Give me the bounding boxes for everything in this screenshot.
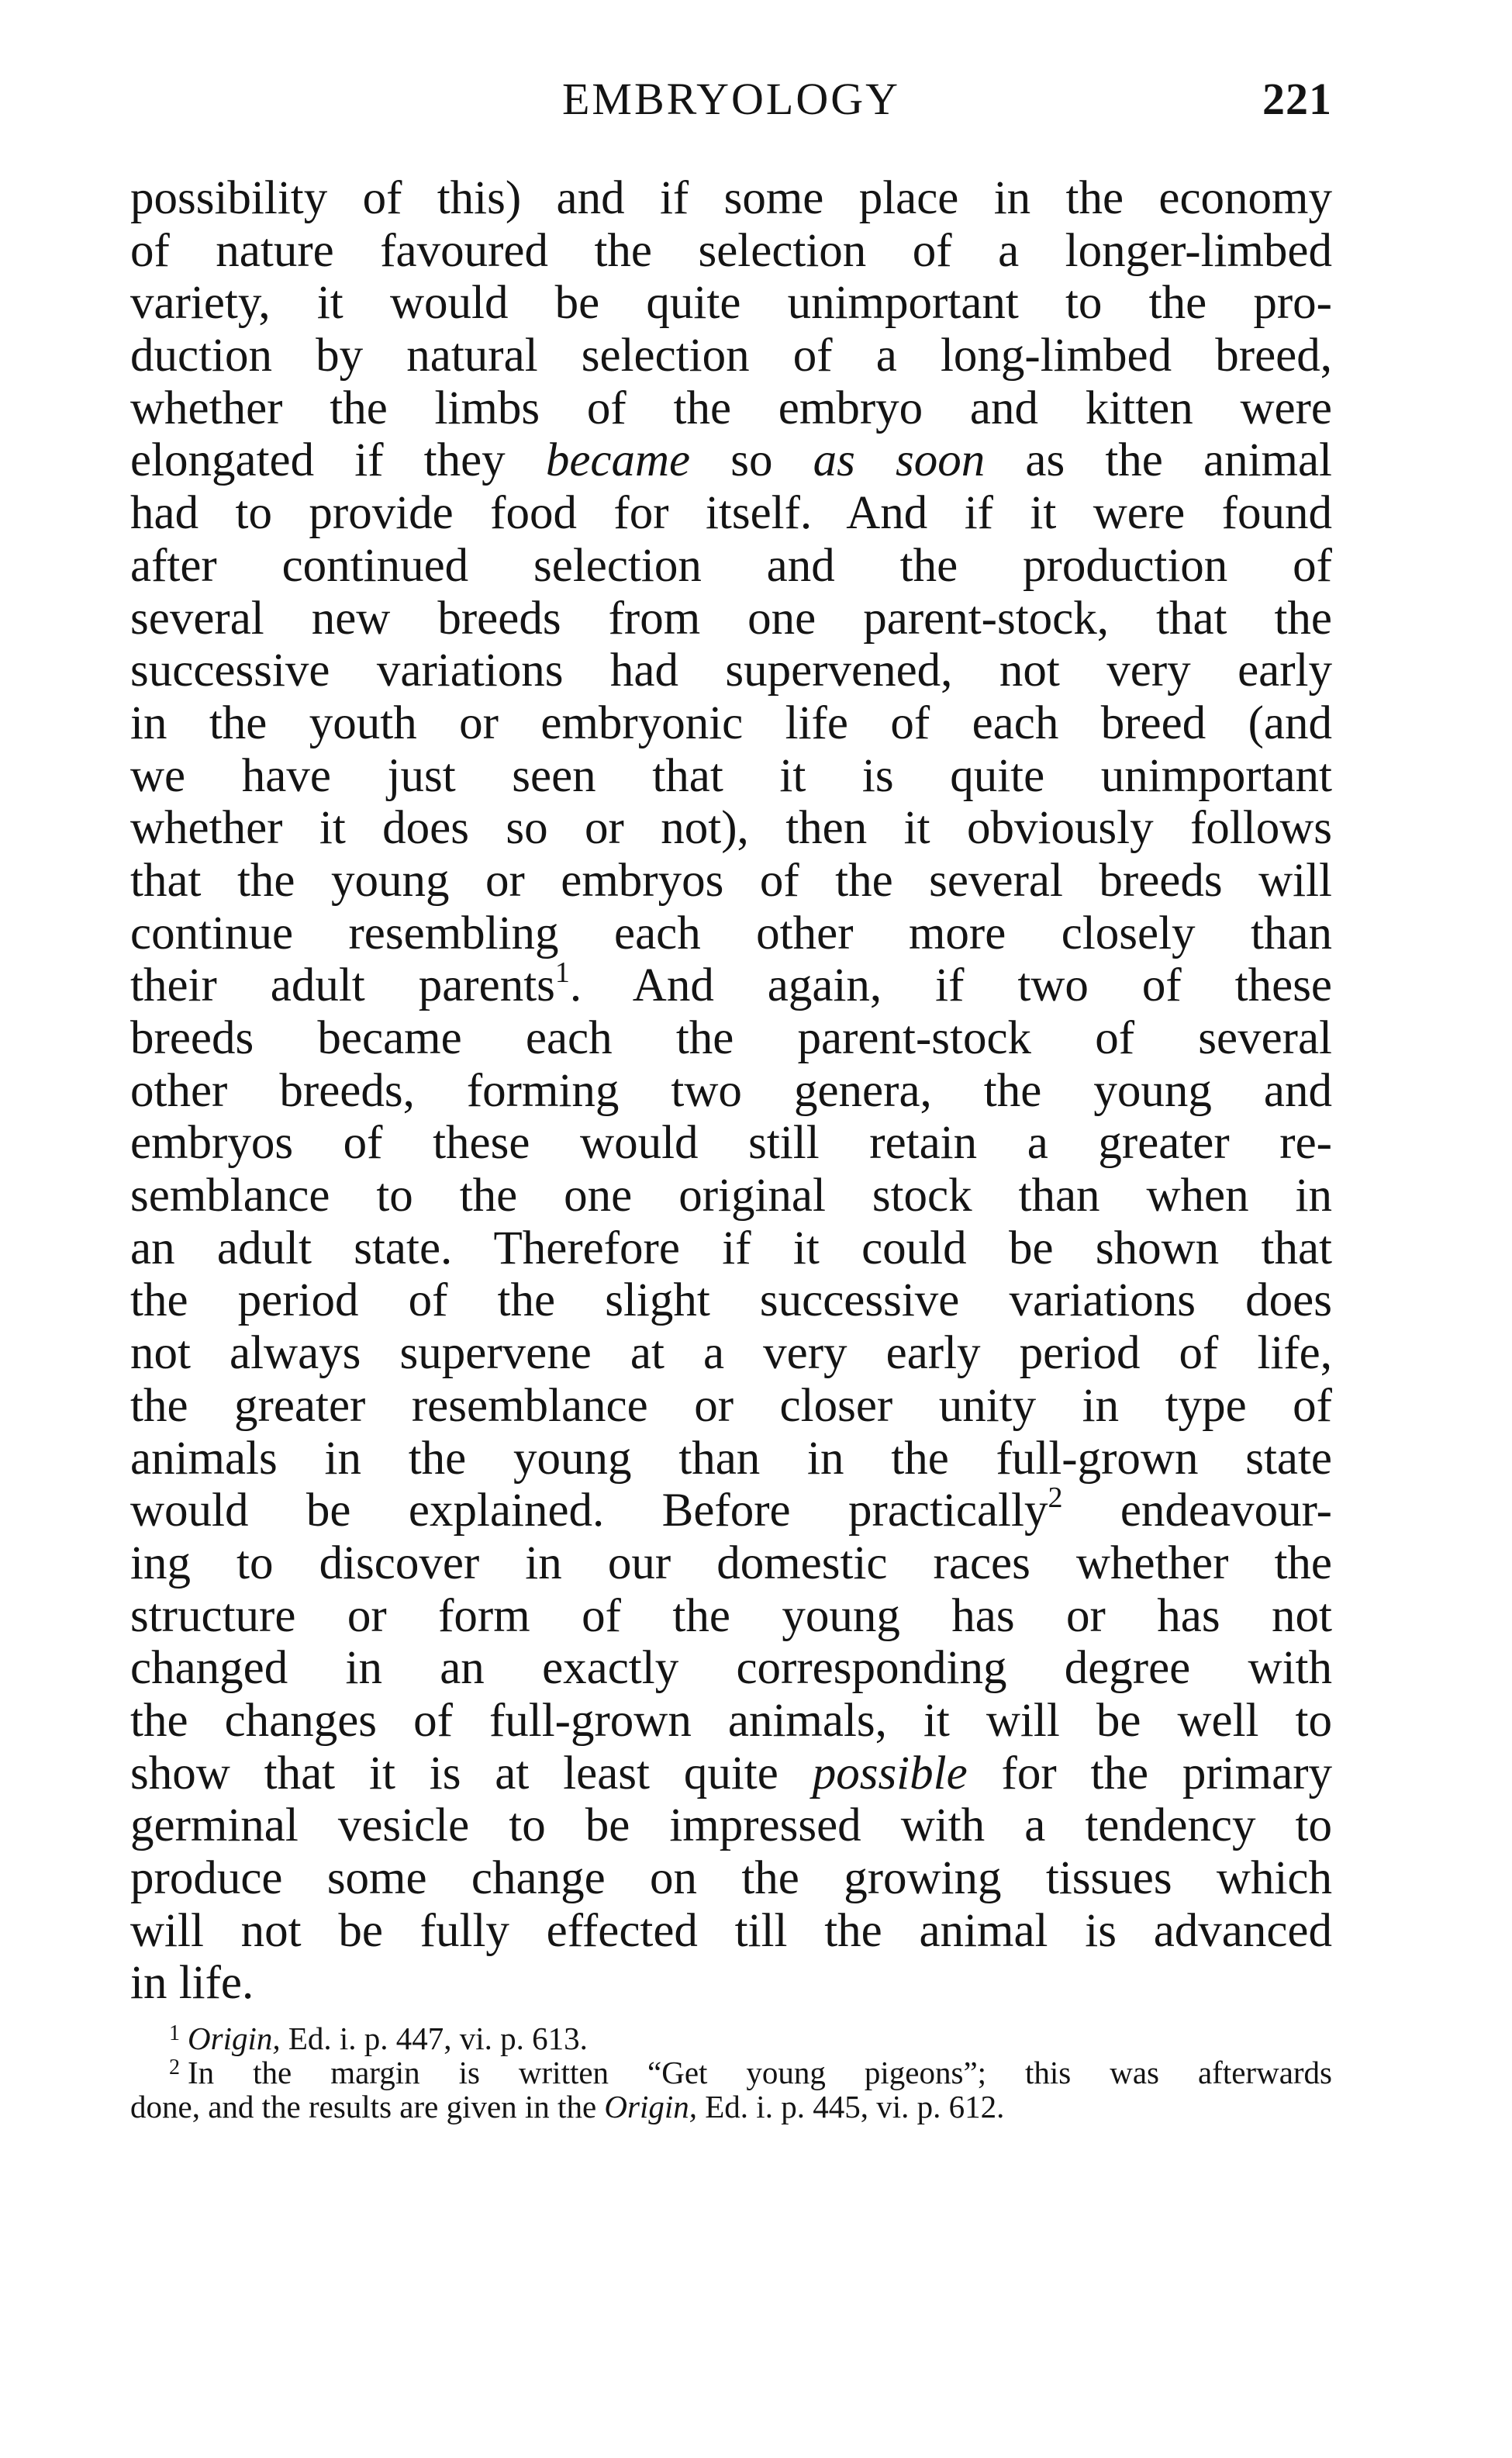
text-line: ing to discover in our domestic races whether the — [130, 1537, 1332, 1589]
footnotes — [130, 2021, 1332, 2124]
text-run: so — [730, 434, 773, 487]
text-line: animals in the young than in the full-grown state — [130, 1432, 1332, 1485]
text-line: an adult state. Therefore if it could be shown that — [130, 1222, 1332, 1274]
text-line: changed in an exactly corresponding degree with — [130, 1642, 1332, 1695]
text-line — [130, 1748, 1332, 1800]
running-title: EMBRYOLOGY — [561, 74, 901, 124]
text-line: successive variations had supervened, not very early — [130, 645, 1332, 697]
text-line: after continued selection and the production of — [130, 539, 1332, 592]
text-line — [130, 956, 1333, 1012]
text-line: continue resembling each other more closely than — [130, 907, 1332, 959]
footnote-1 — [130, 2021, 1332, 2055]
footnote-marker: 1 — [169, 2021, 180, 2045]
italic-emphasis: became — [545, 434, 691, 487]
text-line: embryos of these would still retain a greater re- — [130, 1117, 1332, 1170]
text-line: semblance to the one original stock than when in — [130, 1170, 1332, 1222]
text-run: as the animal — [1025, 434, 1333, 487]
text-line: the period of the slight successive variations does — [130, 1274, 1332, 1327]
text-run: . And again, if two of these — [569, 959, 1333, 1012]
footnote-marker: 2 — [169, 2055, 180, 2079]
text-line: possibility of this) and if some place in the economy — [130, 172, 1332, 224]
text-line: breeds became each the parent-stock of several — [130, 1012, 1332, 1064]
footnote-text: In the margin is written “Get young pigeons”; this was afterwards — [188, 2055, 1332, 2090]
body-paragraph — [130, 172, 1332, 2010]
italic-emphasis: as soon — [813, 434, 986, 487]
footnote-text: Ed. i. p. 447, vi. p. 613. — [280, 2021, 588, 2056]
text-line: of nature favoured the selection of a longer-limbed — [130, 224, 1332, 277]
text-run: for the primary — [1001, 1747, 1333, 1799]
text-run: elongated if they — [130, 434, 506, 487]
text-line: duction by natural selection of a long-limbed breed, — [130, 330, 1332, 382]
footnote-reference: 1 — [554, 956, 570, 990]
text-line: the changes of full-grown animals, it will be well to — [130, 1694, 1332, 1747]
text-line: we have just seen that it is quite unimportant — [130, 749, 1332, 802]
footnote-reference: 2 — [1048, 1481, 1063, 1515]
text-line: had to provide food for itself. And if it were found — [130, 487, 1332, 540]
footnote-2-continuation — [130, 2090, 1332, 2124]
text-line: in life. — [130, 1957, 254, 2010]
text-line: whether it does so or not), then it obviously follows — [130, 802, 1332, 855]
text-run: endeavour- — [1062, 1485, 1332, 1537]
text-line: in the youth or embryonic life of each breed (and — [130, 697, 1332, 749]
italic-emphasis: possible — [812, 1747, 968, 1799]
text-line: other breeds, forming two genera, the young and — [130, 1064, 1332, 1117]
text-line — [130, 1481, 1332, 1537]
text-line: variety, it would be quite unimportant to the pro- — [130, 277, 1332, 330]
text-run: their adult parents — [130, 959, 555, 1012]
text-line: structure or form of the young has or has not — [130, 1589, 1332, 1642]
page-number: 221 — [1262, 74, 1332, 124]
running-head — [130, 68, 1332, 130]
text-line: germinal vesicle to be impressed with a tendency to — [130, 1799, 1332, 1852]
footnote-text: done, and the results are given in the — [130, 2089, 605, 2124]
text-line: whether the limbs of the embryo and kitten were — [130, 382, 1332, 434]
text-line — [130, 434, 1332, 487]
footnote-text: Ed. i. p. 445, vi. p. 612. — [697, 2089, 1005, 2124]
footnote-title: Origin, — [604, 2089, 698, 2124]
text-run: would be explained. Before practically — [130, 1485, 1048, 1537]
text-line: not always supervene at a very early period of life, — [130, 1327, 1332, 1380]
footnote-title: Origin, — [188, 2021, 281, 2056]
text-line: will not be fully effected till the animal is advanced — [130, 1904, 1332, 1957]
text-line: that the young or embryos of the several breeds will — [130, 854, 1332, 907]
text-run: show that it is at least quite — [130, 1747, 778, 1799]
text-line: produce some change on the growing tissues which — [130, 1852, 1332, 1904]
text-line: the greater resemblance or closer unity in type of — [130, 1379, 1332, 1432]
text-line: several new breeds from one parent-stock, that the — [130, 592, 1332, 645]
footnote-2 — [130, 2055, 1332, 2090]
